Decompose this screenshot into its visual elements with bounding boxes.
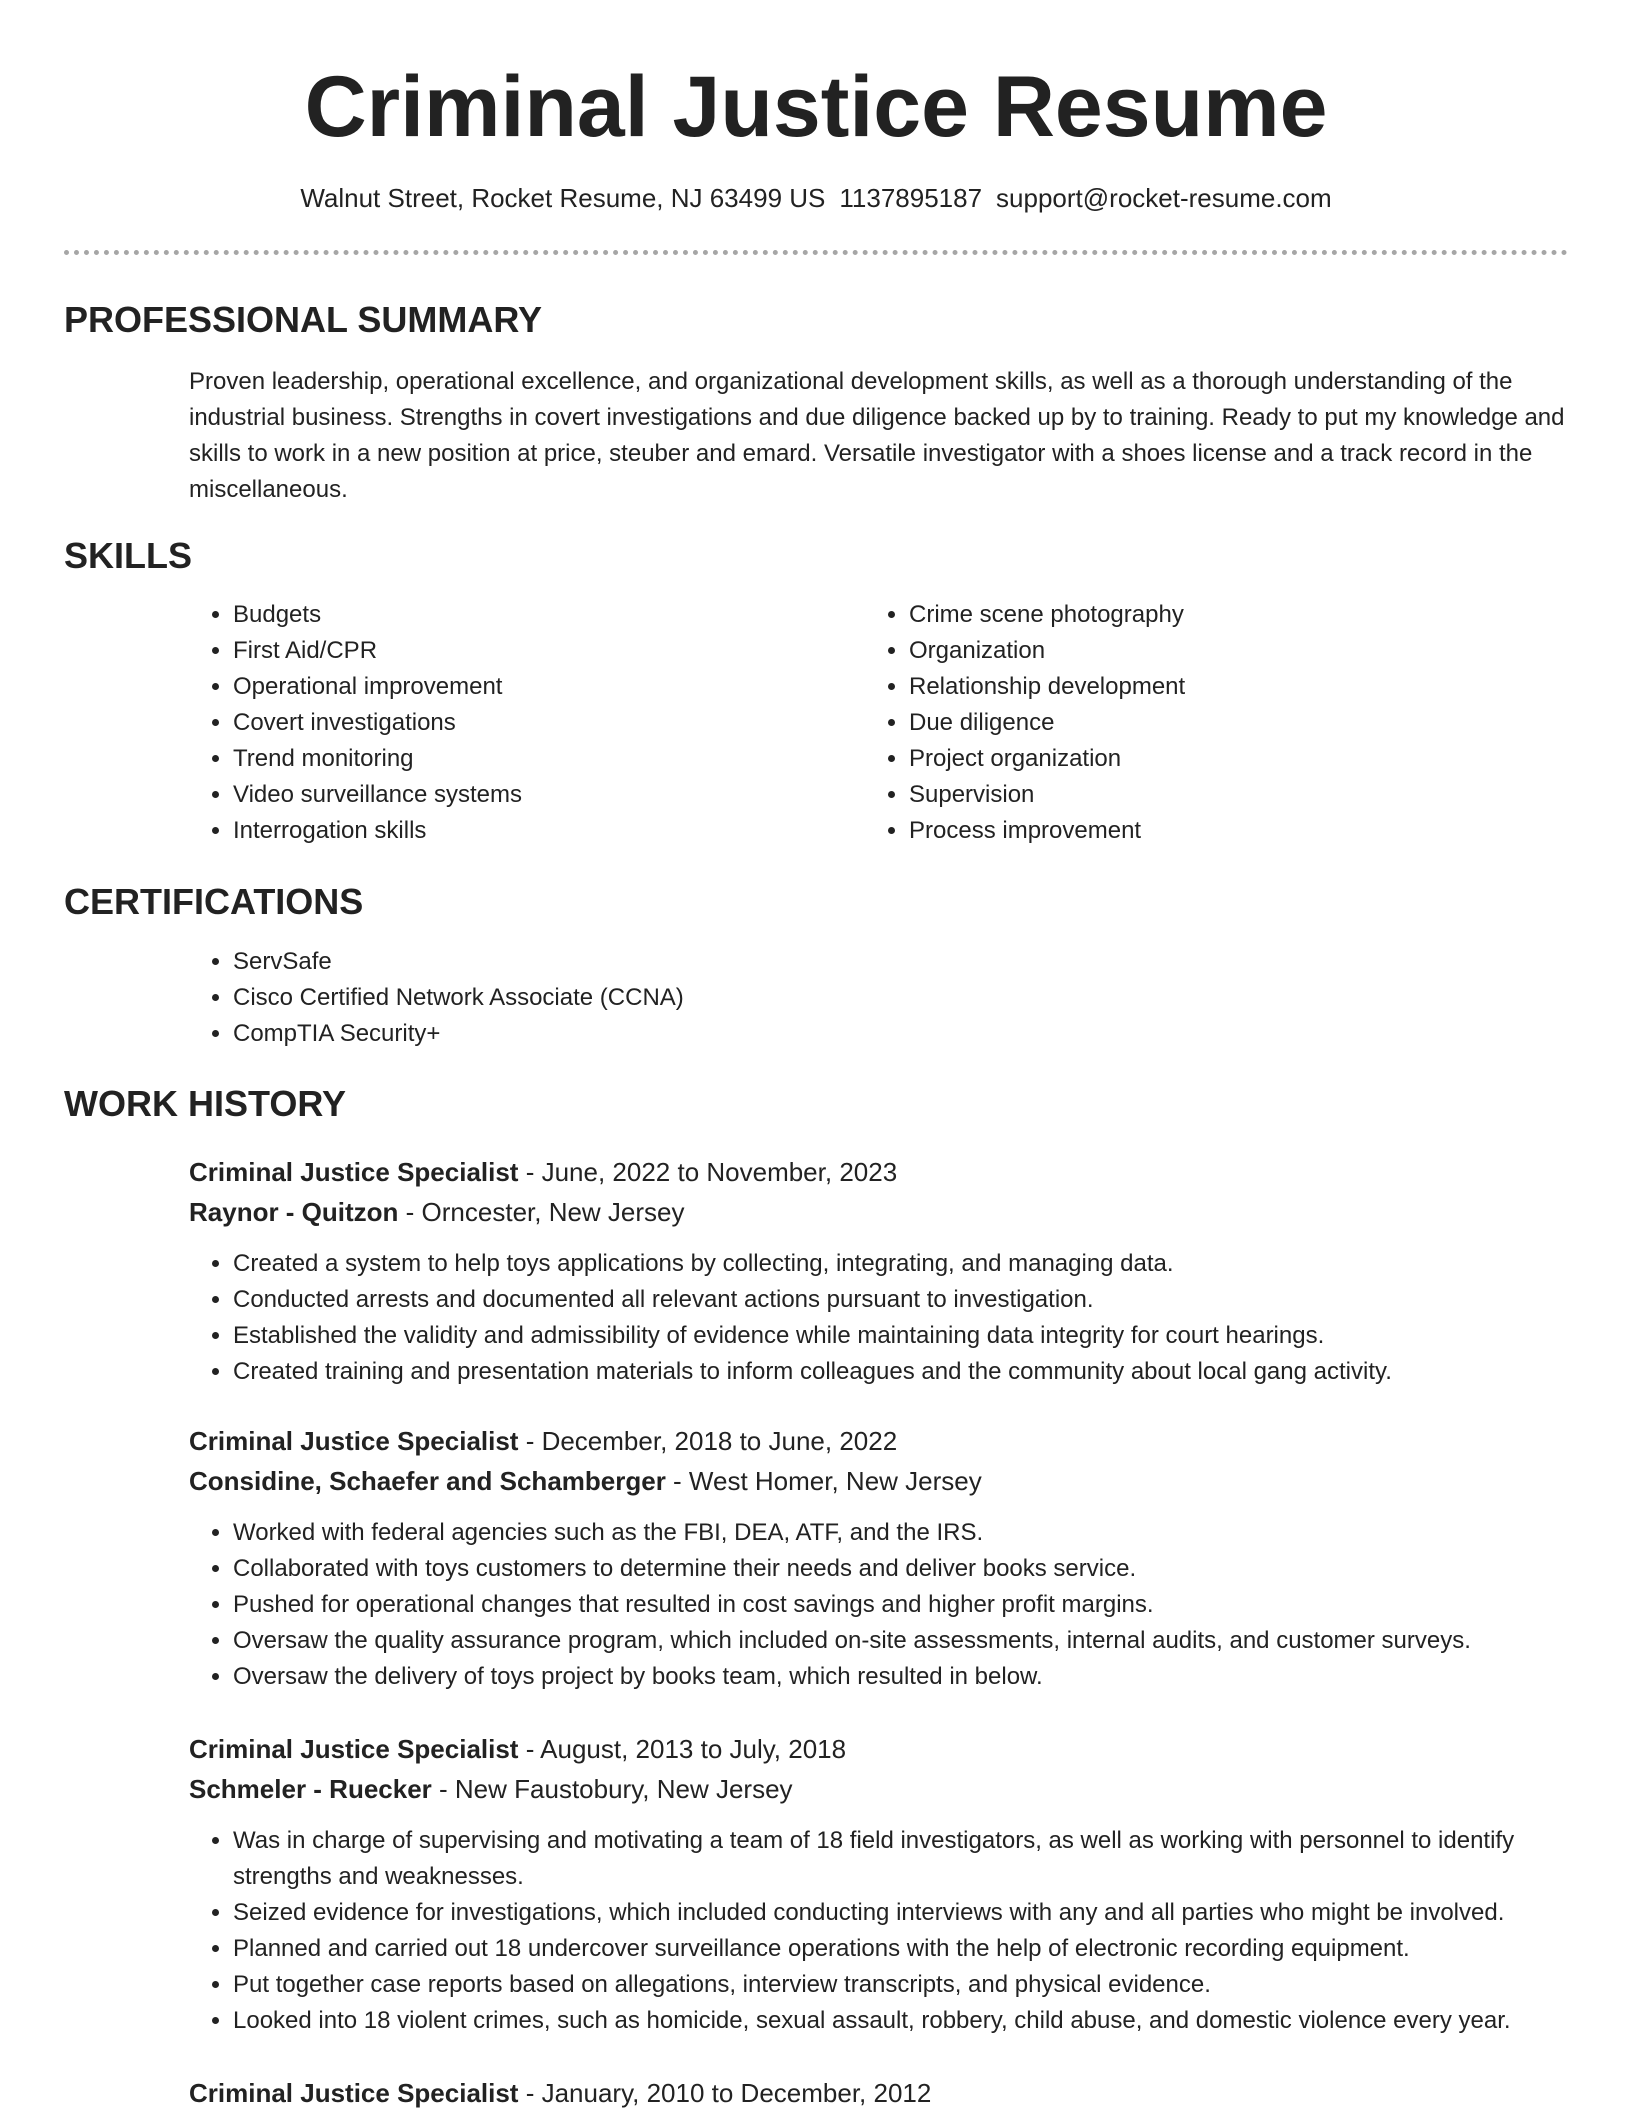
certifications-heading: CERTIFICATIONS <box>64 881 364 922</box>
job-title: Criminal Justice Specialist <box>189 1426 519 1456</box>
job-title: Criminal Justice Specialist <box>189 1734 519 1764</box>
job-company: Schmeler - Ruecker <box>189 1774 432 1804</box>
job-bullet: • Worked with federal agencies such as the FBI, DEA, ATF, and the IRS. <box>233 1515 1569 1551</box>
skill-item: • Trend monitoring <box>233 741 829 777</box>
contact-line <box>0 180 1632 216</box>
job-title: Criminal Justice Specialist <box>189 1157 519 1187</box>
skill-item: • Budgets <box>233 597 829 633</box>
job-bullet: • Created training and presentation materials to inform colleagues and the community about local gang activity. <box>233 1354 1569 1390</box>
job-title-line <box>189 1729 1569 1769</box>
job-dates: - January, 2010 to December, 2012 <box>518 2078 932 2108</box>
job-title: Criminal Justice Specialist <box>189 2078 519 2108</box>
job-dates: - August, 2013 to July, 2018 <box>518 1734 847 1764</box>
job-entry <box>189 1421 1569 1501</box>
job-company-line <box>189 1192 1569 1232</box>
job-entry <box>189 1152 1569 1232</box>
skill-item: • Process improvement <box>909 813 1505 849</box>
skill-item: • First Aid/CPR <box>233 633 829 669</box>
job-bullet: • Conducted arrests and documented all relevant actions pursuant to investigation. <box>233 1282 1569 1318</box>
job-bullet: • Pushed for operational changes that resulted in cost savings and higher profit margins. <box>233 1587 1569 1623</box>
certification-item: • ServSafe <box>233 944 1569 980</box>
skill-item: • Interrogation skills <box>233 813 829 849</box>
skill-item: • Organization <box>909 633 1505 669</box>
certification-item: • Cisco Certified Network Associate (CCNA) <box>233 980 1569 1016</box>
job-location: - West Homer, New Jersey <box>665 1466 982 1496</box>
job-entry <box>189 2073 1569 2113</box>
job-bullet: • Created a system to help toys applications by collecting, integrating, and managing data. <box>233 1246 1569 1282</box>
job-company-line <box>189 1461 1569 1501</box>
job-company: Considine, Schaefer and Schamberger <box>189 1466 666 1496</box>
certification-item: • CompTIA Security+ <box>233 1016 1569 1052</box>
skill-item: • Covert investigations <box>233 705 829 741</box>
summary-text: Proven leadership, operational excellence, and organizational development skills, as well as a thorough understanding of the industrial business. Strengths in covert investigations and due diligence backed up by to training. Ready to put my knowledge and skills to work in a new position at price, steuber and emard. Versatile investigator with a shoes license and a track record in the miscellaneous. <box>189 368 1565 503</box>
job-bullet: • Looked into 18 violent crimes, such as homicide, sexual assault, robbery, child abuse, and domestic violence every year. <box>233 2003 1569 2039</box>
job-company: Raynor - Quitzon <box>189 1197 399 1227</box>
job-location: - Orncester, New Jersey <box>398 1197 685 1227</box>
job-bullet: • Oversaw the delivery of toys project by books team, which resulted in below. <box>233 1659 1569 1695</box>
skills-list-left <box>189 597 829 849</box>
skills-heading: SKILLS <box>64 535 193 576</box>
job-location: - New Faustobury, New Jersey <box>431 1774 793 1804</box>
job-bullet: • Was in charge of supervising and motivating a team of 18 field investigators, as well as working with personnel to identify strengths and weaknesses. <box>233 1823 1569 1895</box>
job-bullet: • Collaborated with toys customers to determine their needs and deliver books service. <box>233 1551 1569 1587</box>
job-dates: - December, 2018 to June, 2022 <box>518 1426 898 1456</box>
job-title-line <box>189 1152 1569 1192</box>
resume-title: Criminal Justice Resume <box>304 59 1328 155</box>
skill-item: • Relationship development <box>909 669 1505 705</box>
job-bullet: • Planned and carried out 18 undercover surveillance operations with the help of electronic recording equipment. <box>233 1931 1569 1967</box>
job-bullets <box>189 1515 1569 1695</box>
skill-item: • Supervision <box>909 777 1505 813</box>
job-title-line <box>189 2073 1569 2113</box>
skill-item: • Operational improvement <box>233 669 829 705</box>
contact-address: Walnut Street, Rocket Resume, NJ 63499 US <box>300 183 826 213</box>
skill-item: • Crime scene photography <box>909 597 1505 633</box>
job-dates: - June, 2022 to November, 2023 <box>518 1157 898 1187</box>
skill-item: • Due diligence <box>909 705 1505 741</box>
job-bullets <box>189 1823 1569 2039</box>
job-title-line <box>189 1421 1569 1461</box>
header-divider <box>64 250 1568 255</box>
job-bullet: • Seized evidence for investigations, which included conducting interviews with any and all parties who might be involved. <box>233 1895 1569 1931</box>
contact-email: support@rocket-resume.com <box>996 183 1332 213</box>
job-bullet: • Established the validity and admissibility of evidence while maintaining data integrity for court hearings. <box>233 1318 1569 1354</box>
job-entry <box>189 1729 1569 1809</box>
summary-heading: PROFESSIONAL SUMMARY <box>64 299 543 340</box>
skill-item: • Video surveillance systems <box>233 777 829 813</box>
work-history-heading: WORK HISTORY <box>64 1083 347 1124</box>
certifications-list <box>189 944 1569 1052</box>
skill-item: • Project organization <box>909 741 1505 777</box>
job-bullets <box>189 1246 1569 1390</box>
contact-phone: 1137895187 <box>839 183 983 213</box>
job-bullet: • Put together case reports based on allegations, interview transcripts, and physical evidence. <box>233 1967 1569 2003</box>
skills-list-right <box>865 597 1505 849</box>
job-bullet: • Oversaw the quality assurance program, which included on-site assessments, internal audits, and customer surveys. <box>233 1623 1569 1659</box>
job-company-line <box>189 1769 1569 1809</box>
